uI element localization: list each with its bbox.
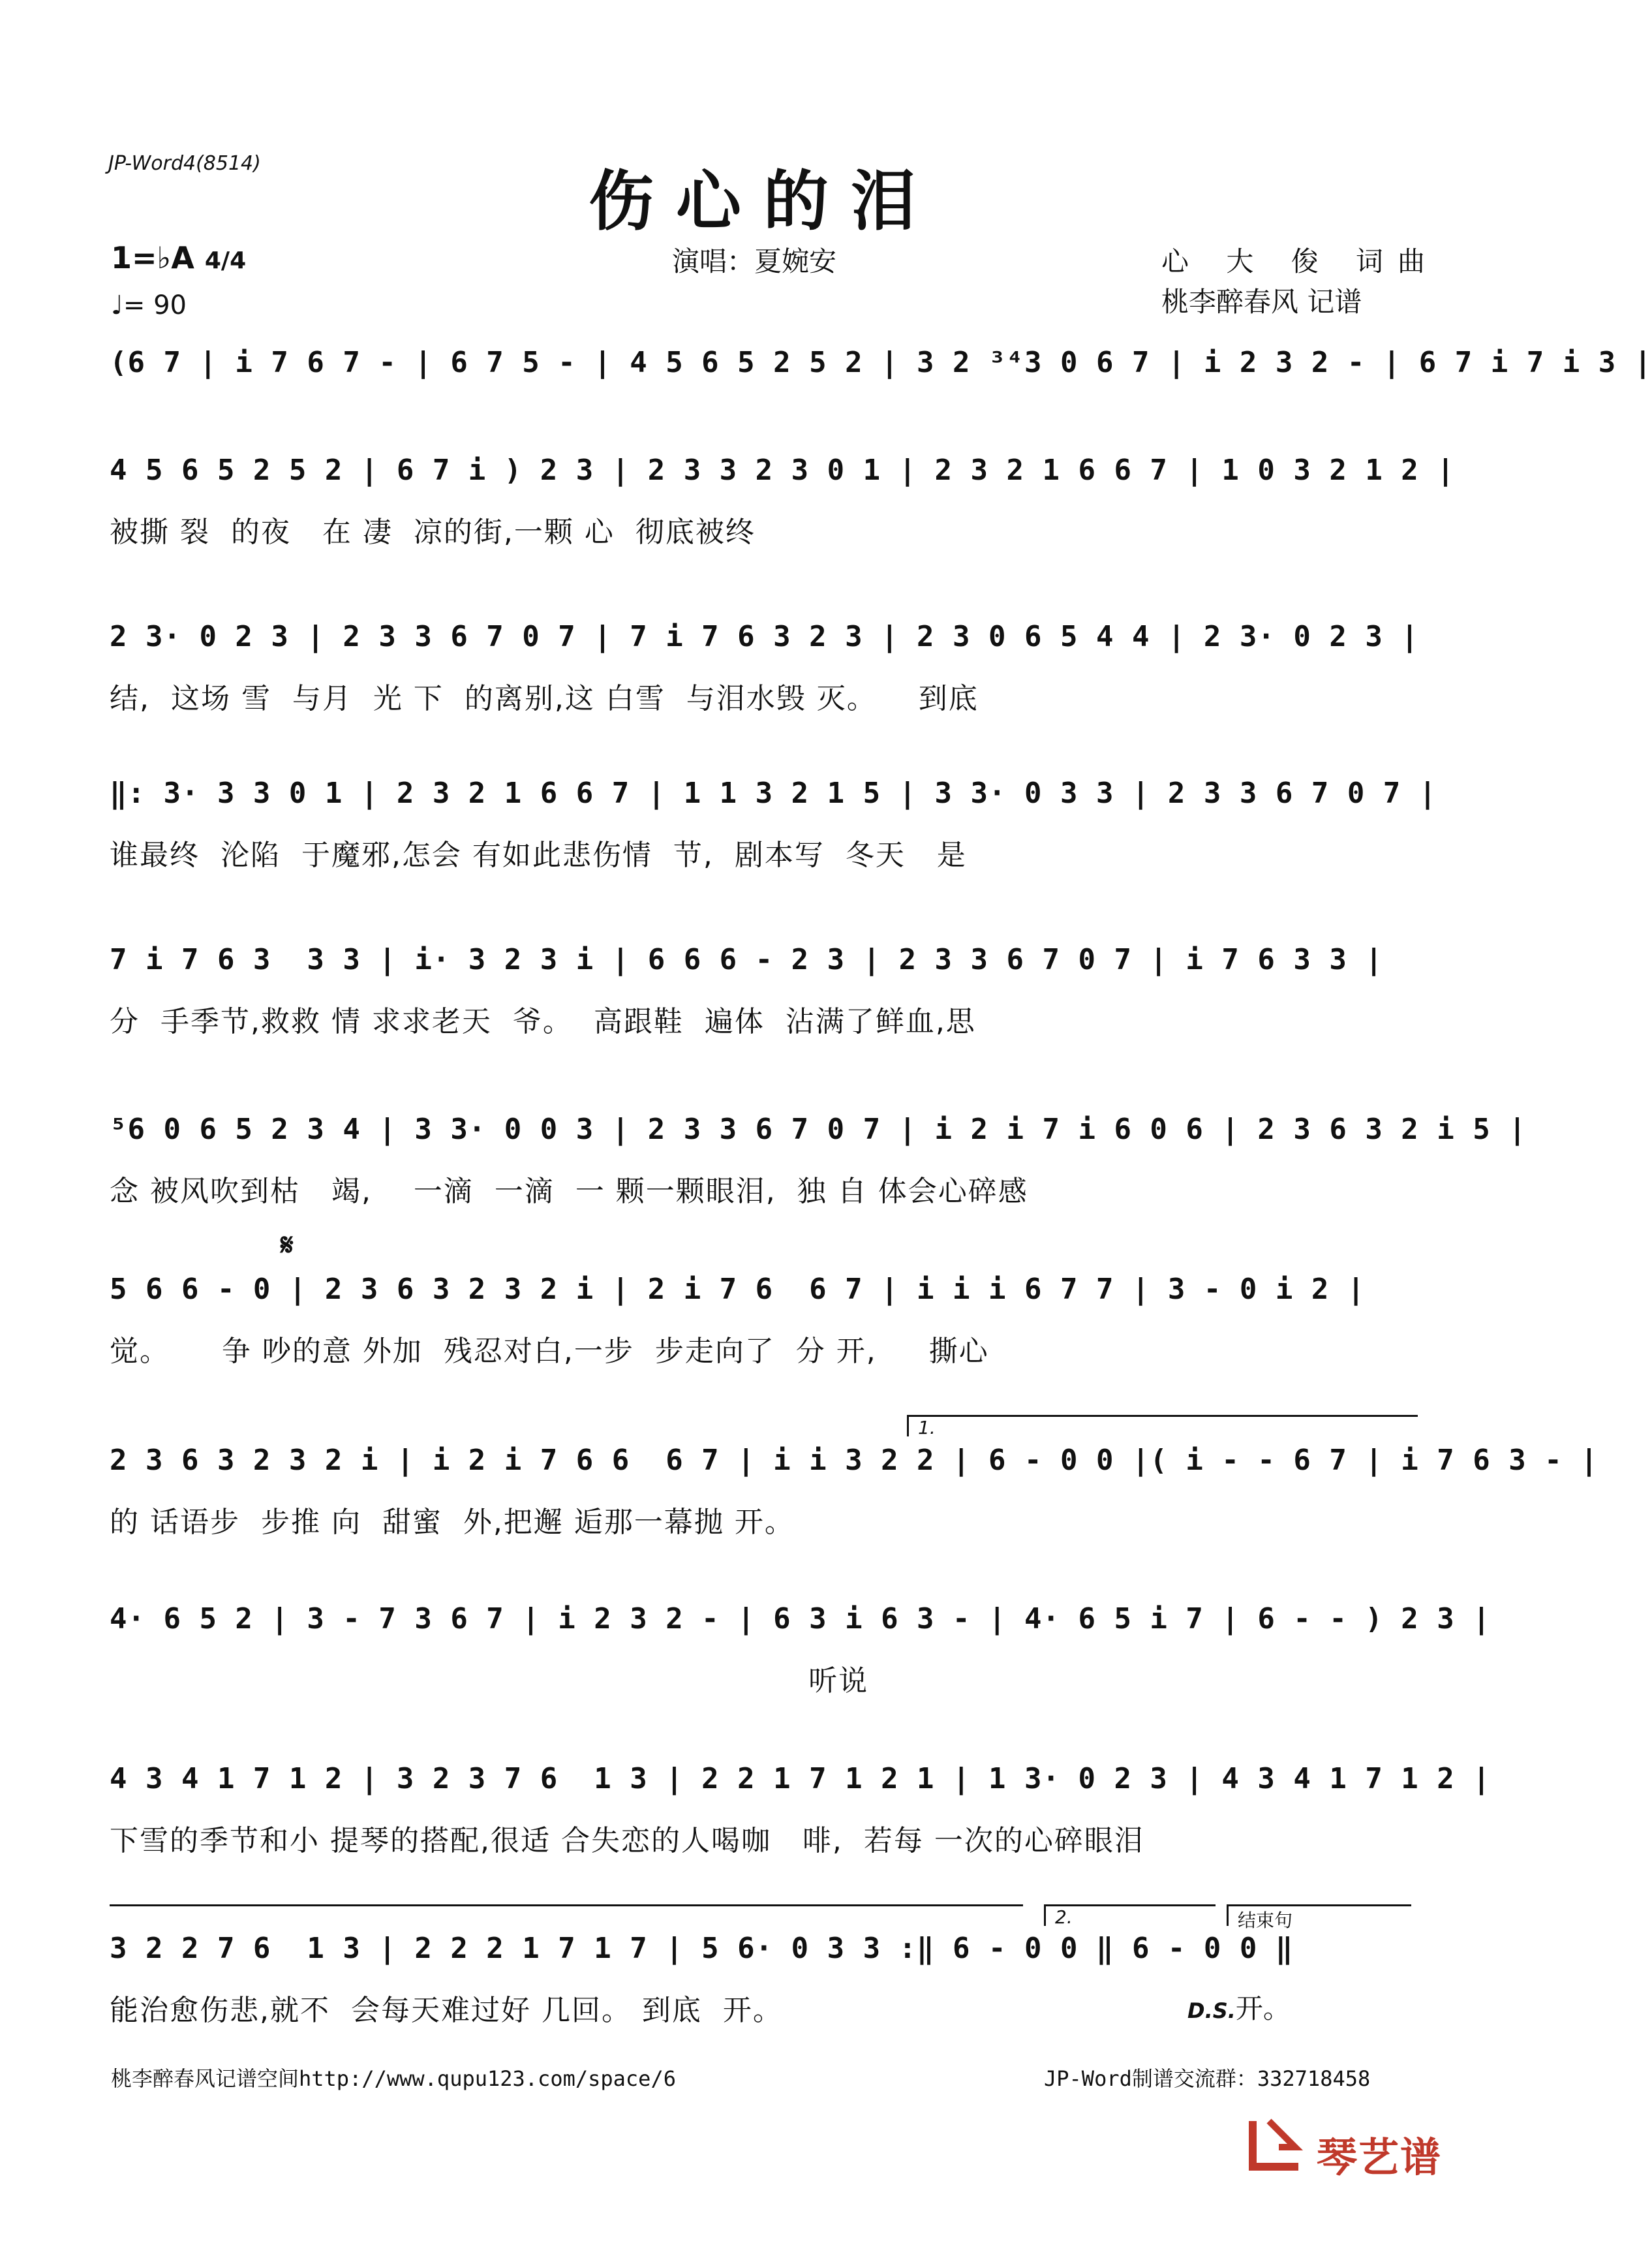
key-time-signature	[111, 240, 246, 275]
lyrics-line: 听说	[110, 1664, 869, 1697]
ds-label: D.S.	[1187, 1998, 1236, 2023]
lyrics-line: 分 手季节,救救 情 求求老天 爷。 高跟鞋 遍体 沾满了鲜血,思	[110, 1005, 976, 1038]
volta-2-label: 2.	[1055, 1906, 1073, 1928]
volta-1-label: 1.	[918, 1417, 936, 1438]
notes-line: 5 6 6 - 0 | 2 3 6 3 2 3 2 i | 2 i 7 6 6 7 | i i i 6 7 7 | 3 - 0 i 2 |	[110, 1273, 1366, 1306]
volta-1	[907, 1415, 1418, 1436]
notes-line: 4 5 6 5 2 5 2 | 6 7 i ) 2 3 | 2 3 3 2 3 0 1 | 2 3 2 1 6 6 7 | 1 0 3 2 1 2 |	[110, 454, 1455, 487]
logo-mark-icon	[1240, 2108, 1311, 2180]
credit-lyrics-music: 心 大 俊 词曲	[1161, 245, 1440, 277]
notes-line: 2 3· 0 2 3 | 2 3 3 6 7 0 7 | 7 i 7 6 3 2 3 | 2 3 0 6 5 4 4 | 2 3· 0 2 3 |	[110, 620, 1419, 653]
logo-text: 琴艺谱	[1317, 2133, 1443, 2181]
song-title: 伤心的泪	[589, 163, 938, 240]
notes-line: 4 3 4 1 7 1 2 | 3 2 3 7 6 1 3 | 2 2 1 7 1 2 1 | 1 3· 0 2 3 | 4 3 4 1 7 1 2 |	[110, 1762, 1491, 1795]
lyrics-line: 下雪的季节和小 提琴的搭配,很适 合失恋的人喝咖 啡, 若每 一次的心碎眼泪	[110, 1824, 1144, 1857]
site-logo	[1240, 2108, 1475, 2180]
segno-icon: 𝄋	[281, 1227, 294, 1262]
footer-right: JP-Word制谱交流群：332718458	[1044, 2066, 1371, 2091]
lyrics-line: 被撕 裂 的夜 在 凄 凉的街,一颗 心 彻底被终	[110, 516, 756, 549]
ending-bracket	[1227, 1904, 1411, 1931]
lyrics-line: 结, 这场 雪 与月 光 下 的离别,这 白雪 与泪水毁 灭。 到底	[110, 682, 979, 715]
singer: 演唱：夏婉安	[672, 245, 837, 277]
ds-end-lyric: 开。	[1235, 1992, 1291, 2024]
lyrics-line: 觉。 争 吵的意 外加 残忍对白,一步 步走向了 分 开, 撕心	[110, 1335, 989, 1368]
ending-label: 结束句	[1238, 1910, 1293, 1931]
key-signature: 1=♭A	[111, 240, 194, 275]
time-signature: 4/4	[204, 247, 247, 274]
notes-line: 4· 6 5 2 | 3 - 7 3 6 7 | i 2 3 2 - | 6 3 i 6 3 - | 4· 6 5 i 7 | 6 - - ) 2 3 |	[110, 1602, 1491, 1635]
lyrics-line: 的 话语步 步推 向 甜蜜 外,把邂 逅那一幕抛 开。	[110, 1506, 795, 1539]
source-tag: JP-Word4(8514)	[108, 152, 261, 175]
notes-line: 2 3 6 3 2 3 2 i | i 2 i 7 6 6 6 7 | i i 3 2 2 | 6 - 0 0 |( i - - 6 7 | i 7 6 3 - |	[110, 1444, 1598, 1477]
lyrics-line: 念 被风吹到枯 竭, 一滴 一滴 一 颗一颗眼泪, 独 自 体会心碎感	[110, 1175, 1028, 1208]
ds-marking	[1187, 1987, 1291, 2026]
notes-line: ⁵6 0 6 5 2 3 4 | 3 3· 0 0 3 | 2 3 3 6 7 0 7 | i 2 i 7 i 6 0 6 | 2 3 6 3 2 i 5 |	[110, 1113, 1527, 1146]
notes-line: 7 i 7 6 3 3 3 | i· 3 2 3 i | 6 6 6 - 2 3 | 2 3 3 6 7 0 7 | i 7 6 3 3 |	[110, 943, 1383, 976]
repeat-span-line	[110, 1904, 1023, 1926]
lyrics-line: 谁最终 沦陷 于魔邪,怎会 有如此悲伤情 节, 剧本写 冬天 是	[110, 839, 967, 872]
footer-left: 桃李醉春风记谱空间http://www.qupu123.com/space/6	[111, 2066, 676, 2091]
credit-transcriber: 桃李醉春风 记谱	[1161, 286, 1362, 318]
tempo-mark: ♩= 90	[111, 290, 187, 320]
lyrics-line: 能治愈伤悲,就不 会每天难过好 几回。 到底 开。	[110, 1994, 814, 2027]
notes-line: 3 2 2 7 6 1 3 | 2 2 2 1 7 1 7 | 5 6· 0 3 3 :‖ 6 - 0 0 ‖ 6 - 0 0 ‖	[110, 1932, 1294, 1965]
notes-line: (6 7 | i 7 6 7 - | 6 7 5 - | 4 5 6 5 2 5 2 | 3 2 ³⁴3 0 6 7 | i 2 3 2 - | 6 7 i 7 i 3 |	[110, 346, 1652, 379]
notes-line: ‖: 3· 3 3 0 1 | 2 3 2 1 6 6 7 | 1 1 3 2 1 5 | 3 3· 0 3 3 | 2 3 3 6 7 0 7 |	[110, 777, 1437, 810]
volta-2	[1044, 1904, 1216, 1926]
